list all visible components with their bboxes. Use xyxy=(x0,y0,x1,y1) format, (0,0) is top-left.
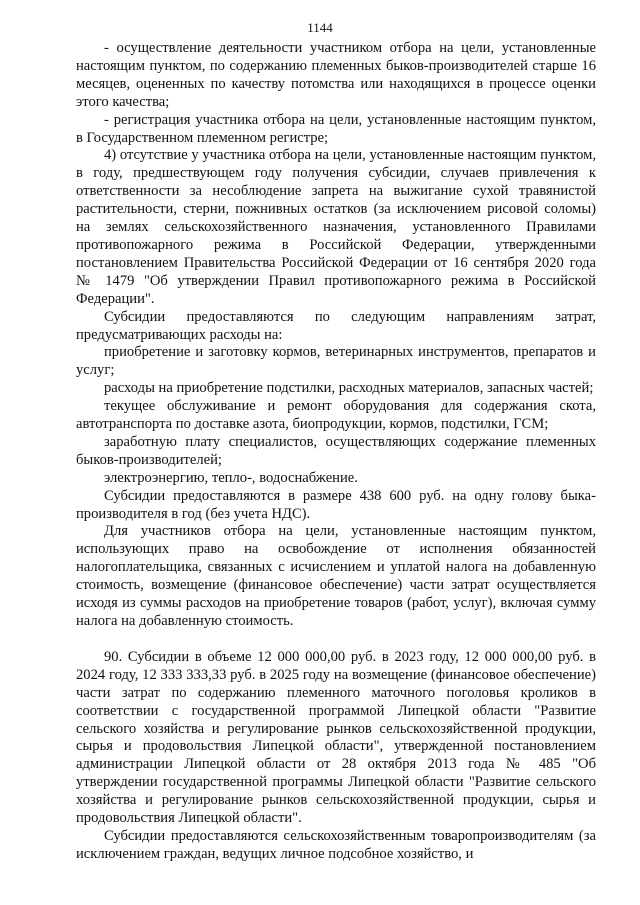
paragraph: приобретение и заготовку кормов, ветеринарных инструментов, препаратов и услуг; xyxy=(76,344,596,379)
document-body xyxy=(76,40,596,864)
paragraph: 4) отсутствие у участника отбора на цели, установленные настоящим пунктом, в году, предшествующем году получения субсидии, случаев привлечения к ответственности за несоблюдение запрета на выжигание сухой травянистой растительности, стерни, пожнивных остатков (за исключением рисовой соломы) на землях сельскохозяйственного назначения, установленного Правилами противопожарного режима в Российской Федерации, утвержденными постановлением Правительства Российской Федерации от 16 сентября 2020 года № 1479 "Об утверждении Правил противопожарного режима в Российской Федерации". xyxy=(76,147,596,307)
paragraph: электроэнергию, тепло-, водоснабжение. xyxy=(104,469,358,486)
paragraph: Для участников отбора на цели, установленные настоящим пунктом, использующих право на освобождение от исполнения обязанностей налогоплательщика, связанных с исчислением и уплатой налога на добавленную стоимость, возмещение (финансовое обеспечение) части затрат осуществляется исходя из суммы расходов на приобретение товаров (работ, услуг), включая сумму налога на добавленную стоимость. xyxy=(76,523,596,629)
paragraph: текущее обслуживание и ремонт оборудования для содержания скота, автотранспорта по доставке азота, биопродукции, кормов, подстилки, ГСМ; xyxy=(76,398,596,433)
page-number: 1144 xyxy=(307,20,333,35)
paragraph: - осуществление деятельности участником отбора на цели, установленные настоящим пунктом, по содержанию племенных быков-производителей старше 16 месяцев, оцененных по качеству потомства или находящихся в процессе оценки этого качества; xyxy=(76,40,596,110)
paragraph: расходы на приобретение подстилки, расходных материалов, запасных частей; xyxy=(104,380,594,397)
paragraph: заработную плату специалистов, осуществляющих содержание племенных быков-производителей; xyxy=(76,433,596,468)
paragraph: 90. Субсидии в объеме 12 000 000,00 руб. в 2023 году, 12 000 000,00 руб. в 2024 году, 12 333 333,33 руб. в 2025 году на возмещение (финансовое обеспечение) части затрат по содержанию племенного маточного поголовья кроликов в соответствии с государственной программой Липецкой области "Развитие сельского хозяйства и регулирование рынков сельскохозяйственной продукции, сырья и продовольствия Липецкой области", утвержденной постановлением администрации Липецкой области от 28 октября 2013 года № 485 "Об утверждении государственной программы Липецкой области "Развитие сельского хозяйства и регулирование рынков сельскохозяйственной продукции, сырья и продовольствия Липецкой области". xyxy=(76,648,596,827)
paragraph: Субсидии предоставляются в размере 438 600 руб. на одну голову быка-производителя в год (без учета НДС). xyxy=(76,487,596,522)
paragraph: Субсидии предоставляются сельскохозяйственным товаропроизводителям (за исключением граждан, ведущих личное подсобное хозяйство, и xyxy=(76,827,596,862)
paragraph: Субсидии предоставляются по следующим направлениям затрат, предусматривающих расходы на: xyxy=(76,308,596,343)
paragraph: - регистрация участника отбора на цели, установленные настоящим пунктом, в Государственном племенном регистре; xyxy=(76,111,596,146)
